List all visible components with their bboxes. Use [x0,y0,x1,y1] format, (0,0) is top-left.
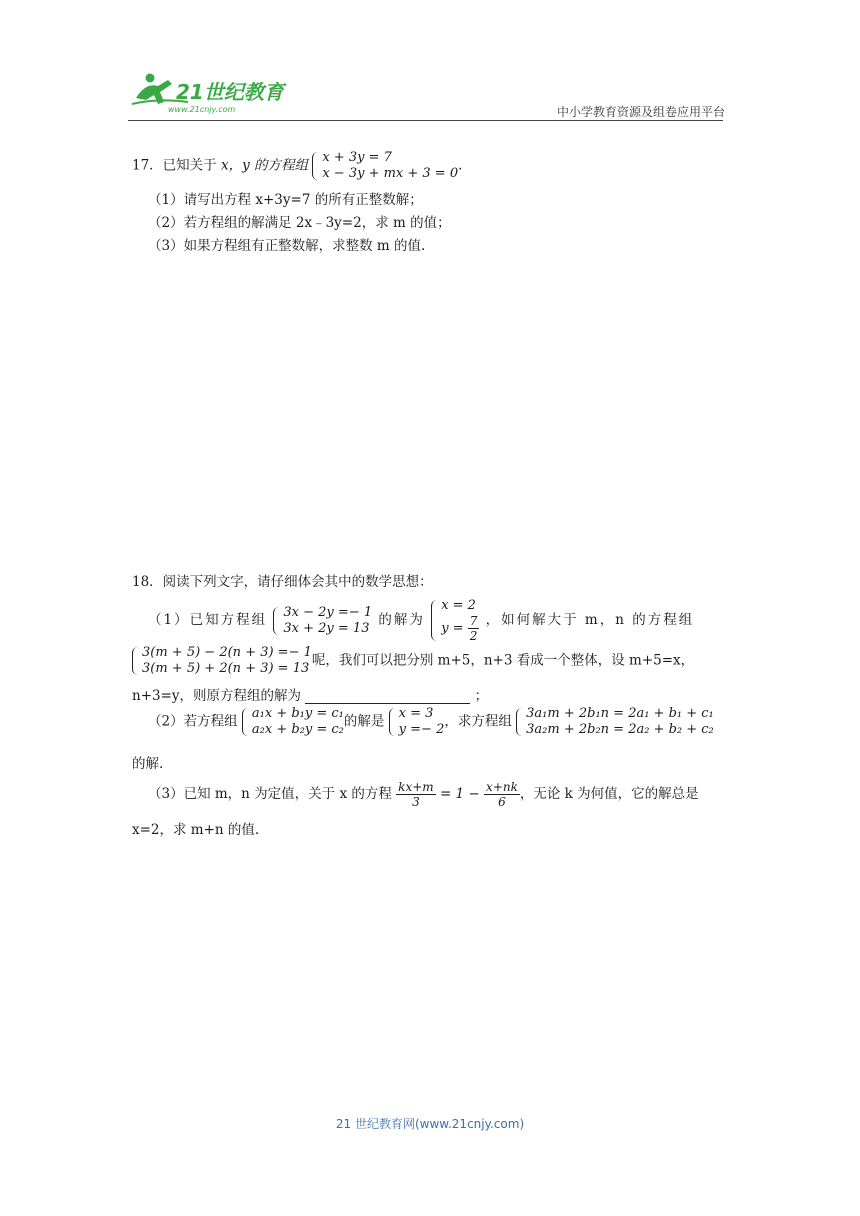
q17-period: . [458,157,463,174]
svg-text:21世纪教育: 21世纪教育 [176,80,284,104]
q18-frac1 [396,780,435,809]
q17-system [312,150,458,182]
q18-p1d: 呢，我们可以把分别 m+5，n+3 看成一个整体，设 m+5=x， [311,652,695,669]
q18-sol1-y [441,614,479,643]
q18-frac2 [484,780,520,809]
q18-lead: 18．阅读下列文字，请仔细体会其中的数学思想： [132,574,433,590]
q17-lead-mid: x，y 的方程组 [220,157,309,174]
q18-p1e: n+3=y，则原方程组的解为 [132,688,302,704]
q18-p2b: 的解是 [343,713,385,730]
q18-sys1-eq2: 3x + 2y = 13 [283,620,370,636]
q18-part2-line2: 的解. [132,756,164,772]
q17-part3: （3）如果方程组有正整数解，求整数 m 的值. [148,238,426,254]
q17-part2: （2）若方程组的解满足 2x﹣3y=2，求 m 的值； [148,215,451,231]
runner-logo-icon [128,68,298,118]
q18-part3-line1 [148,780,699,809]
q17-lead: 17．已知关于 [132,157,217,174]
q18-eq-mid: = 1 − [439,786,480,802]
q18-part3-line2: x=2，求 m+n 的值. [132,822,260,838]
q18-part1-line1 [148,598,694,643]
q18-sol2-x: x = 3 [398,706,434,721]
q18-p1f: ； [474,688,489,704]
q18-part1-line2 [132,645,694,677]
q18-p2c: ，求方程组 [444,713,512,730]
q18-frac2-num: x+nk [486,780,518,794]
q18-sys2 [132,645,312,677]
q18-frac2-den: 6 [498,795,506,809]
site-logo [128,68,298,118]
q17-eq2: x − 3y + mx + 3 = 0 [322,166,459,181]
q18-sys3 [242,706,344,738]
q17-part1: （1）请写出方程 x+3y=7 的所有正整数解； [148,192,423,208]
q18-p3b: ，无论 k 为何值，它的解总是 [519,786,699,802]
q18-sol1 [431,598,479,643]
q18-frac1-num: kx+m [398,780,434,794]
q18-p1c: ，如何解大于 m，n 的方程组 [485,612,695,628]
q18-frac1-den: 3 [412,795,420,809]
q18-sol1-den: 2 [469,629,478,643]
q18-sys4-eq2: 3a₂m + 2b₂n = 2a₂ + b₂ + c₂ [526,722,714,737]
q18-sys2-eq2: 3(m + 5) + 2(n + 3) = 13 [142,661,310,676]
q18-sys3-eq2: a₂x + b₂y = c₂ [251,722,344,737]
q18-sol2-y: y =− 2 [398,722,445,737]
q18-sys3-eq1: a₁x + b₁y = c₁ [251,706,344,721]
q18-sol2 [389,706,445,738]
q18-p1b: 的解为 [378,612,425,628]
q18-sol1-frac [468,614,480,643]
header-divider [128,120,723,121]
q18-sys2-eq1: 3(m + 5) − 2(n + 3) =− 1 [142,645,312,660]
q18-p3a: （3）已知 m，n 为定值，关于 x 的方程 [148,786,392,802]
q18-sys4-eq1: 3a₁m + 2b₁n = 2a₁ + b₁ + c₁ [526,706,714,721]
q18-part2-line1 [148,706,714,738]
q18-sys4 [516,706,714,738]
q17-stem [132,150,462,182]
q18-sol1-y-pre: y = [441,621,464,636]
q18-part1-line3 [132,684,488,704]
q17-eq1: x + 3y = 7 [322,150,392,165]
footer-link[interactable]: 21 世纪教育网(www.21cnjy.com) [335,1117,525,1131]
q18-p1a: （1）已知方程组 [148,612,268,628]
q18-sol1-x: x = 2 [441,598,476,613]
q18-sys1 [273,605,372,637]
answer-blank[interactable] [305,689,470,704]
q18-p2a: （2）若方程组 [148,713,238,730]
q18-sys1-eq1: 3x − 2y =− 1 [283,604,373,620]
platform-label: 中小学教育资源及组卷应用平台 [556,105,725,119]
svg-text:www.21cnjy.com: www.21cnjy.com [168,105,236,114]
q18-sol1-num: 7 [469,614,478,628]
